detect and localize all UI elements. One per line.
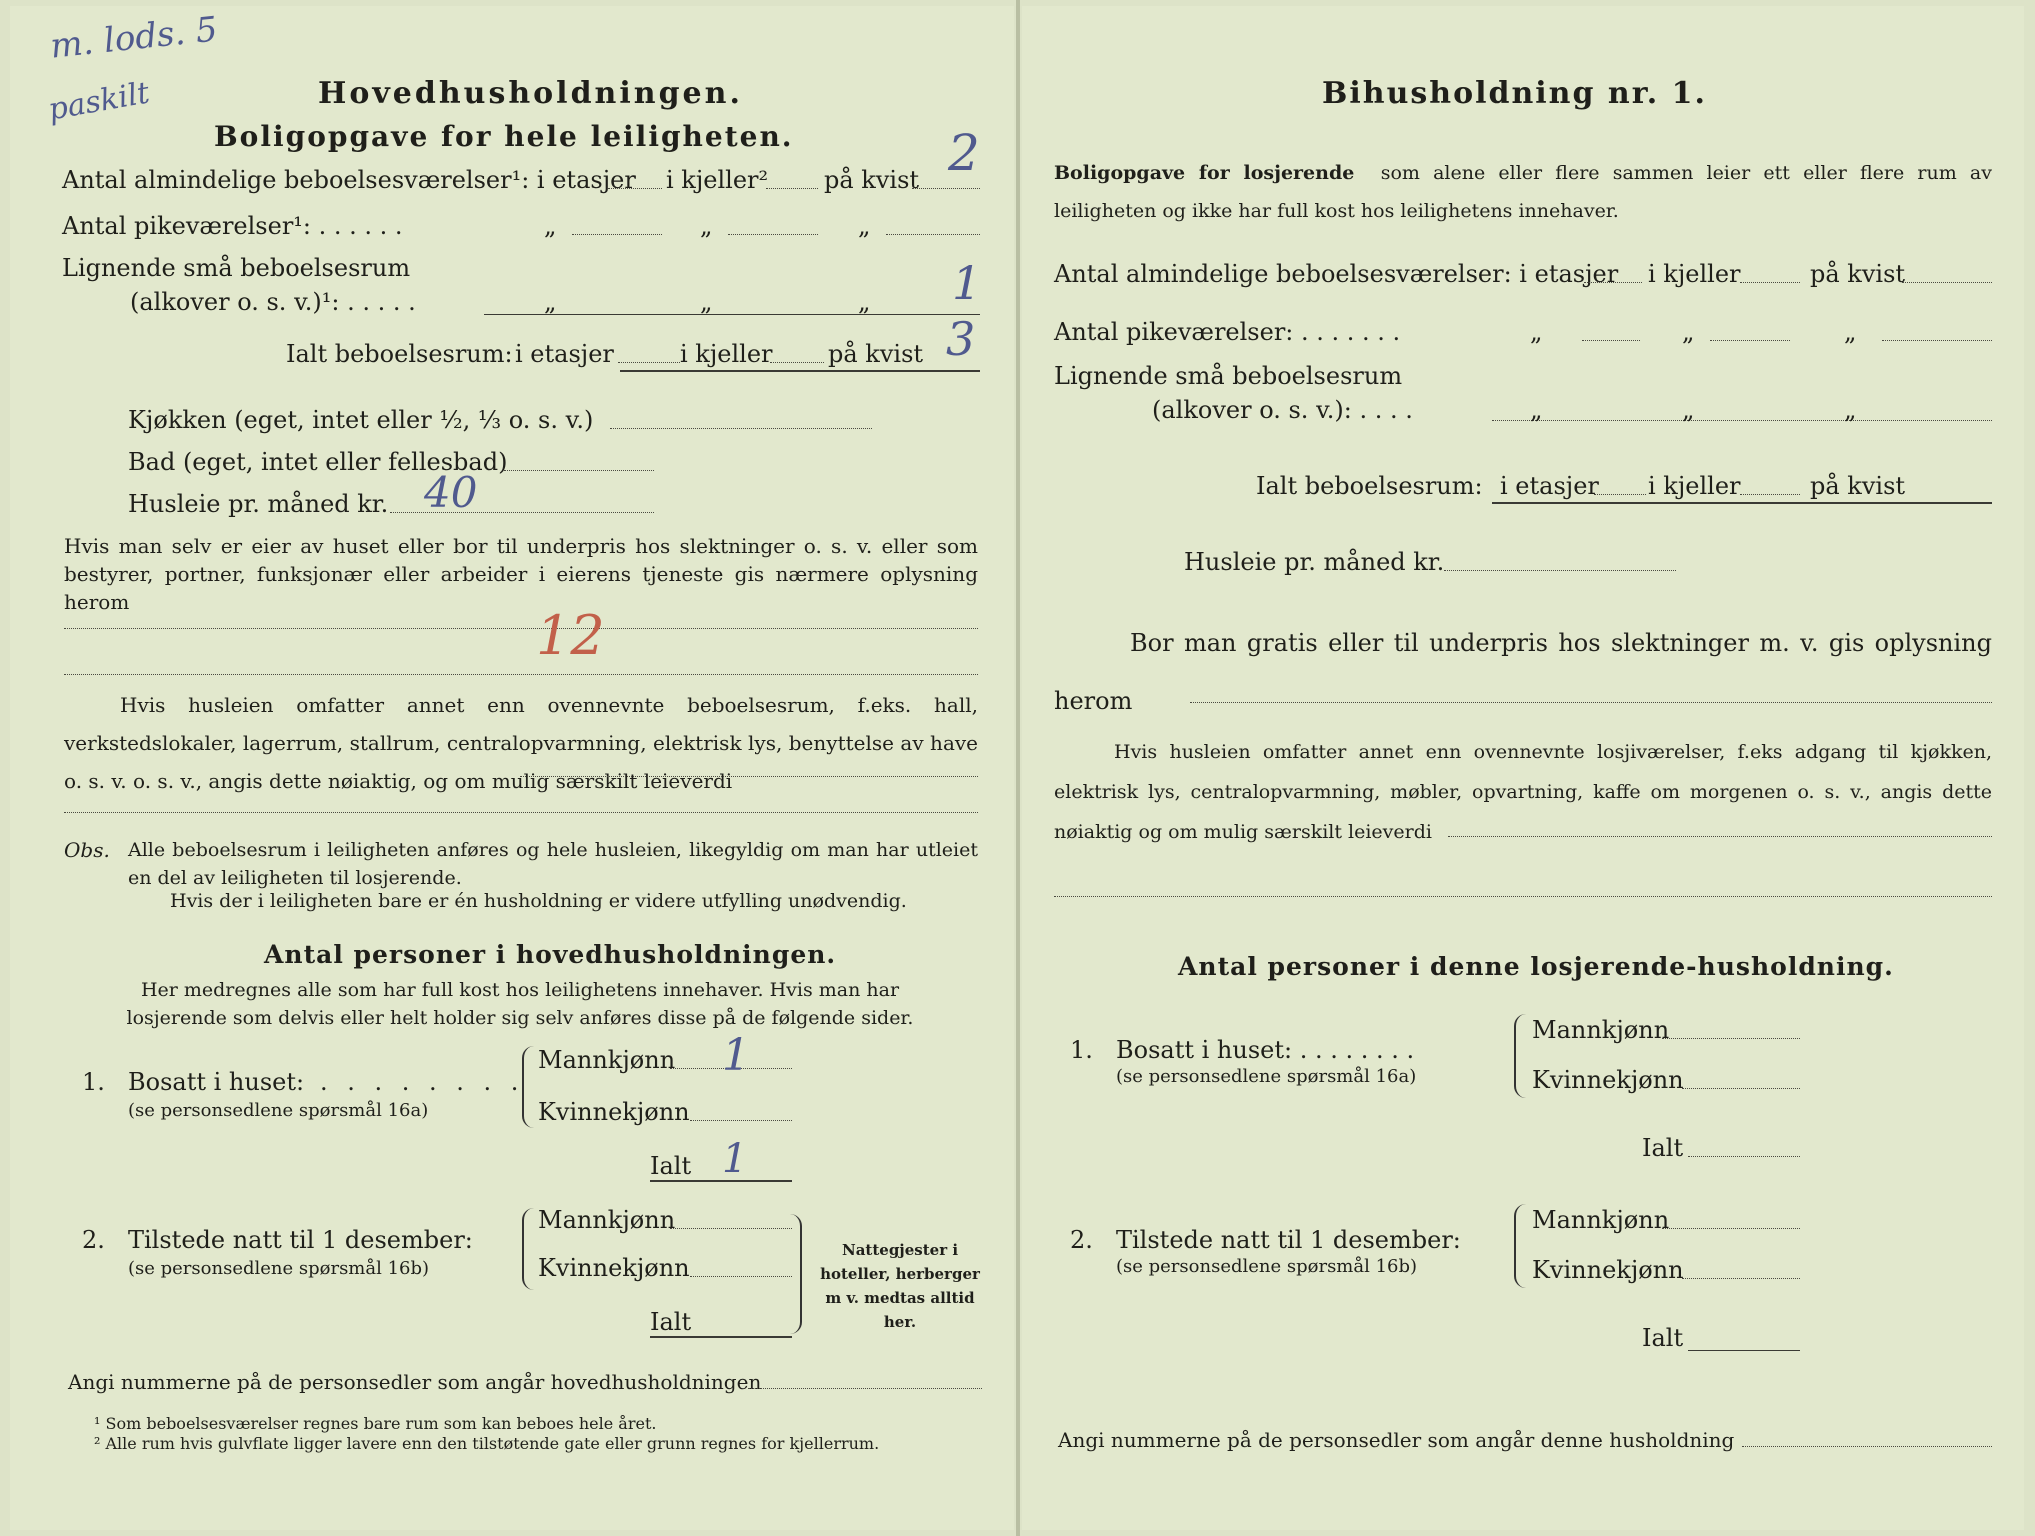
right-field-pike-etasjer[interactable] [1582, 340, 1640, 341]
right-tilstede-brace [1514, 1204, 1526, 1288]
label-kjokken: Kjøkken (eget, intet eller ½, ⅓ o. s. v.) [128, 406, 594, 434]
footnote-1: ¹ Som beboelsesværelser regnes bare rum som kan beboes hele året. [94, 1414, 657, 1433]
right-label-kjeller: i kjeller [1648, 260, 1741, 288]
right-text-gratis: Bor man gratis eller til underpris hos slektninger m. v. gis oplysning herom [1054, 629, 1992, 715]
field-tilstede-ialt[interactable] [650, 1336, 792, 1338]
tilstede-num: 2. [82, 1226, 105, 1254]
right-bosatt-label: Bosatt i huset: . . . . . . . . [1116, 1036, 1415, 1064]
ditto-4: „ [544, 288, 557, 316]
page-subtitle: Boligopgave for hele leiligheten. [214, 120, 794, 153]
right-tilstede-label: Tilstede natt til 1 desember: [1116, 1226, 1461, 1254]
bosatt-brace [522, 1046, 534, 1128]
field-bad[interactable] [504, 470, 654, 471]
personer-text: Her medregnes alle som har full kost hos leilighetens innehaver. Hvis man har losjerende som delvis eller helt holder sig selv anføres disse på de følgende sider. [126, 979, 914, 1029]
left-page [10, 6, 1014, 1530]
right-field-gratis[interactable] [1190, 702, 1992, 703]
right-field-pike-kvist[interactable] [1882, 340, 1992, 341]
bosatt-num: 1. [82, 1068, 105, 1096]
tilstede-sub: (se personsedlene spørsmål 16b) [128, 1258, 430, 1279]
field-pike-kjeller[interactable] [728, 234, 818, 235]
margin-note-2: paskilt [45, 75, 153, 128]
right-tilstede-num: 2. [1070, 1226, 1093, 1254]
right-page [1022, 6, 2024, 1530]
right-field-husleie[interactable] [1444, 570, 1676, 571]
field-tilstede-mann[interactable] [670, 1228, 792, 1229]
ditto-2: „ [700, 212, 713, 240]
right-field-bosatt-mann[interactable] [1662, 1038, 1800, 1039]
right-ditto-5: „ [1682, 396, 1695, 424]
bosatt-mann-label: Mannkjønn [538, 1046, 676, 1074]
field-omfatter-1[interactable] [520, 776, 978, 777]
right-field-kjeller[interactable] [1740, 282, 1800, 283]
footnote-2: ² Alle rum hvis gulvflate ligger lavere enn den tilstøtende gate eller grunn regnes for kjellerrum. [94, 1434, 880, 1453]
right-label-ialt-etasjer: i etasjer [1500, 472, 1599, 500]
right-ditto-4: „ [1530, 396, 1543, 424]
right-label-pike: Antal pikeværelser: . . . . . . . [1054, 318, 1401, 346]
right-tilstede-sub: (se personsedlene spørsmål 16b) [1116, 1256, 1418, 1277]
right-ialt-underline [1492, 502, 1992, 504]
right-personer-title: Antal personer i denne losjerende-husholdning. [1178, 952, 1894, 981]
nattegjester-brace [790, 1214, 802, 1334]
nattegjester-note: Nattegjester i hoteller, herberger m v. medtas alltid her. [820, 1241, 980, 1331]
hw-antal-value: 2 [948, 124, 980, 182]
right-label-ialt: Ialt beboelsesrum: [1256, 472, 1483, 500]
right-field-ialt-etasjer[interactable] [1594, 494, 1646, 495]
label-lignende: Lignende små beboelsesrum [62, 254, 411, 282]
label-ialt-kjeller: i kjeller [680, 340, 773, 368]
right-ditto-6: „ [1844, 396, 1857, 424]
right-text-omfatter: Hvis husleien omfatter annet enn ovennevnte losjiværelser, f.eks adgang til kjøkken, elektrisk lys, centralopvarmning, møbler, opvartning, kaffe om morgenen o. s. v., angis dette nøiaktig og om mulig særskilt leieverdi [1054, 741, 1992, 843]
text-eier: Hvis man selv er eier av huset eller bor til underpris hos slektninger o. s. v. eller som bestyrer, portner, funksjonær eller arbeider i eierens tjeneste gis nærmere oplysning herom [64, 534, 978, 614]
page-title: Hovedhusholdningen. [318, 76, 743, 111]
right-field-lignende[interactable] [1492, 420, 1992, 421]
right-field-tilstede-kvinne[interactable] [1682, 1278, 1800, 1279]
right-label-alkover: (alkover o. s. v.): . . . . [1152, 396, 1413, 424]
bosatt-ialt-label: Ialt [650, 1152, 692, 1180]
hw-lignende-value: 1 [952, 256, 982, 310]
right-field-tilstede-ialt[interactable] [1688, 1350, 1800, 1351]
right-bosatt-sub: (se personsedlene spørsmål 16a) [1116, 1066, 1417, 1087]
field-bosatt-kvinne[interactable] [690, 1120, 792, 1121]
right-field-bosatt-ialt[interactable] [1688, 1156, 1800, 1157]
tilstede-label: Tilstede natt til 1 desember: [128, 1226, 473, 1254]
right-ditto-3: „ [1844, 318, 1857, 346]
tilstede-kvinne-label: Kvinnekjønn [538, 1254, 690, 1282]
field-pike-kvist[interactable] [886, 234, 980, 235]
right-label-antal: Antal almindelige beboelsesværelser: i etasjer [1054, 260, 1619, 288]
right-field-etasjer[interactable] [1584, 282, 1642, 283]
label-ialt-kvist: på kvist [828, 340, 924, 368]
field-kvist[interactable] [912, 188, 980, 189]
right-label-husleie: Husleie pr. måned kr. [1184, 548, 1445, 576]
field-omfatter-2[interactable] [64, 812, 978, 813]
page-fold [1016, 0, 1020, 1536]
right-label-kvist: på kvist [1810, 260, 1906, 288]
right-intro-rest: som alene eller flere sammen leier ett eller flere rum av leiligheten og ikke har full kost hos leilighetens innehaver. [1054, 162, 1992, 222]
hw-ialt-value: 3 [946, 312, 976, 366]
hw-husleie-value: 40 [424, 468, 478, 517]
field-tilstede-kvinne[interactable] [690, 1276, 792, 1277]
angi-text: Angi nummerne på de personsedler som angår hovedhusholdningen [68, 1370, 762, 1394]
label-paa-kvist: på kvist [824, 166, 920, 194]
right-field-omfatter-2[interactable] [1054, 896, 1992, 897]
right-ditto-1: „ [1530, 318, 1543, 346]
text-omfatter: Hvis husleien omfatter annet enn ovennevnte beboelsesrum, f.eks. hall, verkstedslokaler, lagerrum, stallrum, centralopvarmning, elektrisk lys, benyttelse av have o. s. v. o. s. v., angis dette nøiaktig, og om mulig særskilt leieverdi [64, 693, 978, 793]
field-lignende[interactable] [484, 314, 980, 315]
label-husleie: Husleie pr. måned kr. [128, 490, 389, 518]
right-bosatt-brace [1514, 1014, 1526, 1098]
field-kjeller[interactable] [766, 188, 818, 189]
field-eier-1[interactable] [64, 628, 978, 629]
field-etasjer[interactable] [608, 188, 662, 189]
label-bad: Bad (eget, intet eller fellesbad) [128, 448, 508, 476]
field-ialt-kjeller[interactable] [770, 362, 824, 363]
right-field-ialt-kjeller[interactable] [1740, 494, 1800, 495]
right-label-ialt-kvist: på kvist [1810, 472, 1906, 500]
label-ialt-beboelse: Ialt beboelsesrum: [286, 340, 513, 368]
hw-mann-value: 1 [722, 1030, 750, 1081]
hw-eier-value: 12 [536, 604, 605, 667]
ditto-5: „ [700, 288, 713, 316]
ditto-6: „ [858, 288, 871, 316]
right-tilstede-mann-label: Mannkjønn [1532, 1206, 1670, 1234]
field-angi[interactable] [748, 1388, 982, 1389]
right-field-bosatt-kvinne[interactable] [1682, 1088, 1800, 1089]
ditto-1: „ [544, 212, 557, 240]
label-antal-beboelse: Antal almindelige beboelsesværelser¹: i etasjer [62, 166, 636, 194]
right-field-pike-kjeller[interactable] [1710, 340, 1790, 341]
right-bosatt-num: 1. [1070, 1036, 1093, 1064]
label-i-kjeller: i kjeller² [666, 166, 769, 194]
right-bosatt-mann-label: Mannkjønn [1532, 1016, 1670, 1044]
ditto-3: „ [858, 212, 871, 240]
tilstede-brace [522, 1208, 534, 1290]
right-title: Bihusholdning nr. 1. [1322, 76, 1707, 111]
tilstede-ialt-label: Ialt [650, 1308, 692, 1336]
field-ialt-etasjer[interactable] [618, 362, 680, 363]
right-tilstede-ialt-label: Ialt [1642, 1324, 1684, 1352]
hw-ialt-value: 1 [722, 1136, 748, 1182]
personer-title: Antal personer i hovedhusholdningen. [264, 940, 837, 969]
right-field-omfatter-1[interactable] [1448, 836, 1992, 837]
ialt-underline [620, 370, 980, 372]
right-intro [1054, 154, 1992, 230]
obs-label: Obs. [64, 838, 110, 862]
bosatt-label: Bosatt i huset: [128, 1068, 305, 1096]
label-alkover: (alkover o. s. v.)¹: . . . . . [130, 288, 416, 316]
bosatt-kvinne-label: Kvinnekjønn [538, 1098, 690, 1126]
field-eier-2[interactable] [64, 674, 978, 675]
label-pikevaerelser: Antal pikeværelser¹: . . . . . . [62, 212, 403, 240]
right-bosatt-ialt-label: Ialt [1642, 1134, 1684, 1162]
right-label-ialt-kjeller: i kjeller [1648, 472, 1741, 500]
obs-text: Alle beboelsesrum i leiligheten anføres og hele husleien, likegyldig om man har utleiet en del av leiligheten til losjerende. [128, 839, 978, 889]
right-tilstede-kvinne-label: Kvinnekjønn [1532, 1256, 1684, 1284]
right-intro-bold: Boligopgave for losjerende [1054, 162, 1355, 184]
label-ialt-etasjer: i etasjer [515, 340, 614, 368]
margin-note: m. lods. 5 [48, 9, 220, 67]
right-angi-text: Angi nummerne på de personsedler som angår denne husholdning [1058, 1428, 1735, 1452]
right-label-lignende: Lignende små beboelsesrum [1054, 362, 1403, 390]
field-pike-etasjer[interactable] [572, 234, 662, 235]
obs-text-2: Hvis der i leiligheten bare er én husholdning er videre utfylling unødvendig. [170, 890, 907, 912]
right-ditto-2: „ [1682, 318, 1695, 346]
field-bosatt-ialt[interactable] [650, 1180, 792, 1182]
bosatt-dots: . . . . . . . . [320, 1068, 525, 1096]
tilstede-mann-label: Mannkjønn [538, 1206, 676, 1234]
field-kjokken[interactable] [610, 428, 872, 429]
right-field-kvist[interactable] [1902, 282, 1992, 283]
right-field-tilstede-mann[interactable] [1662, 1228, 1800, 1229]
bosatt-sub: (se personsedlene spørsmål 16a) [128, 1100, 429, 1121]
right-field-angi[interactable] [1742, 1446, 1992, 1447]
right-bosatt-kvinne-label: Kvinnekjønn [1532, 1066, 1684, 1094]
